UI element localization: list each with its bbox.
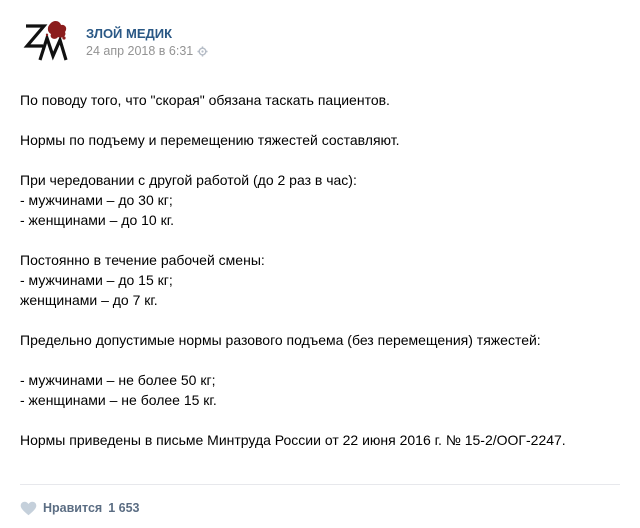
blank-line	[20, 350, 620, 370]
avatar[interactable]	[20, 16, 70, 66]
divider	[20, 484, 620, 485]
gear-icon[interactable]	[197, 46, 208, 57]
post-text-line: При чередовании с другой работой (до 2 раз в час):	[20, 172, 357, 188]
zm-logo-icon	[20, 16, 70, 66]
post-text-line: Нормы приведены в письме Минтруда России от 22 июня 2016 г. № 15-2/ООГ-2247.	[20, 432, 566, 448]
post-text-line: женщинами – до 7 кг.	[20, 292, 158, 308]
like-button[interactable]	[20, 497, 139, 519]
post-text-line: - мужчинами – до 30 кг;	[20, 192, 173, 208]
heart-icon	[20, 501, 37, 516]
like-count: 1 653	[108, 501, 140, 515]
blank-line	[20, 150, 620, 170]
post-text-line: Предельно допустимые нормы разового подъема (без перемещения) тяжестей:	[20, 332, 541, 348]
post-text-line: По поводу того, что "скорая" обязана таскать пациентов.	[20, 92, 390, 108]
post-date[interactable]: 24 апр 2018 в 6:31	[86, 44, 194, 58]
like-label: Нравится	[43, 501, 103, 515]
blank-line	[20, 230, 620, 250]
blank-line	[20, 110, 620, 130]
post-text-line: - женщинами – не более 15 кг.	[20, 392, 217, 408]
blank-line	[20, 410, 620, 430]
post-text-line: Нормы по подъему и перемещению тяжестей составляют.	[20, 132, 400, 148]
post-text-line: - мужчинами – не более 50 кг;	[20, 372, 216, 388]
post-text-line: - мужчинами – до 15 кг;	[20, 272, 173, 288]
post-text	[20, 90, 620, 450]
blank-line	[20, 310, 620, 330]
post-meta	[86, 44, 208, 58]
post-text-line: - женщинами – до 10 кг.	[20, 212, 175, 228]
post-author-link[interactable]: ЗЛОЙ МЕДИК	[86, 26, 173, 41]
post-text-line: Постоянно в течение рабочей смены:	[20, 252, 265, 268]
